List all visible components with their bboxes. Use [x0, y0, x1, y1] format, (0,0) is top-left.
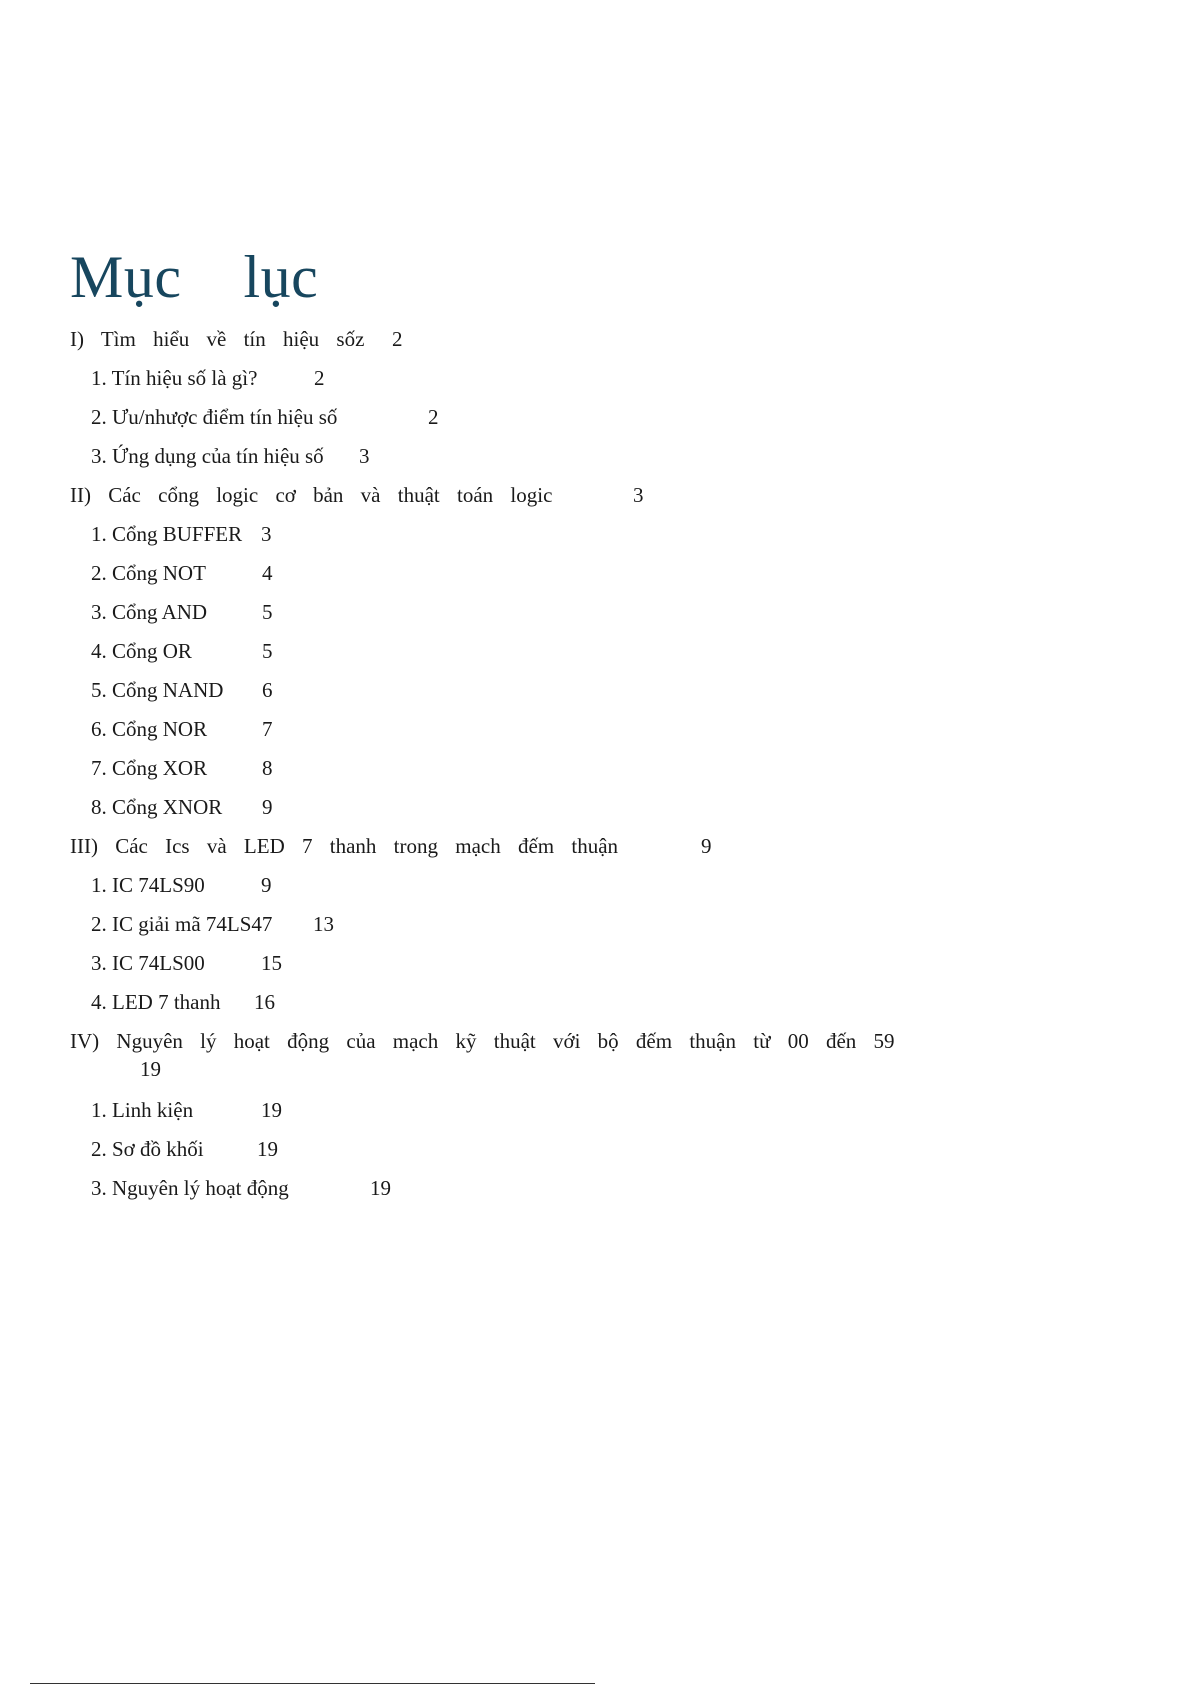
toc-entry-2-5[interactable] — [91, 677, 273, 703]
toc-entry-label: 2. Cổng NOT — [91, 561, 206, 585]
toc-entry-label: 5. Cổng NAND — [91, 678, 224, 702]
toc-entry-label: 8. Cổng XNOR — [91, 795, 223, 819]
toc-page-number: 4 — [262, 561, 273, 585]
toc-entry-label: 6. Cổng NOR — [91, 717, 208, 741]
toc-page-number: 13 — [313, 912, 334, 936]
toc-page-number: 9 — [701, 834, 712, 858]
toc-entry-label: 2. Ưu/nhược điểm tín hiệu số — [91, 405, 338, 429]
toc-page-number: 19 — [370, 1176, 391, 1200]
toc-entry-label: 1. Cổng BUFFER — [91, 522, 243, 546]
toc-page-number: 9 — [262, 795, 273, 819]
toc-section-3[interactable] — [70, 833, 712, 859]
toc-section-1[interactable] — [70, 326, 403, 352]
toc-page-number: 2 — [392, 327, 403, 351]
toc-section-2[interactable] — [70, 482, 644, 508]
toc-entry-3-1[interactable] — [91, 872, 272, 898]
toc-entry-label: 2. IC giải mã 74LS47 — [91, 912, 273, 936]
toc-page-number: 9 — [261, 873, 272, 897]
toc-page-number: 5 — [262, 600, 273, 624]
toc-entry-2-3[interactable] — [91, 599, 273, 625]
toc-entry-label: 1. IC 74LS90 — [91, 873, 205, 897]
toc-entry-label: 3. Ứng dụng của tín hiệu số — [91, 444, 324, 468]
toc-entry-3-3[interactable] — [91, 950, 282, 976]
toc-page-number: 2 — [314, 366, 325, 390]
toc-entry-label: 1. Tín hiệu số là gì? — [91, 366, 258, 390]
toc-page-number: 19 — [257, 1137, 278, 1161]
toc-entry-2-2[interactable] — [91, 560, 273, 586]
toc-entry-label: 1. Linh kiện — [91, 1098, 194, 1122]
toc-entry-2-7[interactable] — [91, 755, 273, 781]
toc-entry-1-2[interactable] — [91, 404, 439, 430]
toc-entry-1-3[interactable] — [91, 443, 370, 469]
toc-entry-label: 3. IC 74LS00 — [91, 951, 205, 975]
toc-entry-2-6[interactable] — [91, 716, 273, 742]
toc-page-number: 6 — [262, 678, 273, 702]
toc-entry-label: I) Tìm hiểu về tín hiệu sốz — [70, 327, 365, 351]
toc-entry-label: 4. Cổng OR — [91, 639, 192, 663]
toc-title: Mục lục — [70, 244, 319, 310]
toc-entry-label: 3. Nguyên lý hoạt động — [91, 1176, 289, 1200]
toc-page-number: 2 — [428, 405, 439, 429]
toc-entry-2-1[interactable] — [91, 521, 272, 547]
toc-page-number: 3 — [359, 444, 370, 468]
toc-page-number: 19 — [261, 1098, 282, 1122]
toc-entry-4-1[interactable] — [91, 1097, 282, 1123]
toc-entry-4-2[interactable] — [91, 1136, 278, 1162]
toc-entry-1-1[interactable] — [91, 365, 325, 391]
toc-entry-2-8[interactable] — [91, 794, 273, 820]
toc-page-number: 8 — [262, 756, 273, 780]
toc-entry-2-4[interactable] — [91, 638, 273, 664]
toc-entry-3-4[interactable] — [91, 989, 275, 1015]
toc-entry-label: 3. Cổng AND — [91, 600, 208, 624]
toc-page-number: 15 — [261, 951, 282, 975]
toc-page-number: 3 — [261, 522, 272, 546]
toc-entry-label: III) Các Ics và LED 7 thanh trong mạch đếm thuận — [70, 834, 619, 858]
toc-entry-label: 7. Cổng XOR — [91, 756, 208, 780]
toc-entry-4-3[interactable] — [91, 1175, 391, 1201]
toc-entry-3-2[interactable] — [91, 911, 334, 937]
toc-entry-label: IV) Nguyên lý hoạt động của mạch kỹ thuật với bộ đếm thuận từ 00 đến 59 — [70, 1029, 895, 1053]
toc-page-number: 3 — [633, 483, 644, 507]
toc-page-number: 19 — [140, 1057, 161, 1081]
toc-page-number: 16 — [254, 990, 275, 1014]
footer-divider — [30, 1683, 595, 1684]
toc-entry-label: 4. LED 7 thanh — [91, 990, 221, 1014]
toc-entry-label: II) Các cổng logic cơ bản và thuật toán logic — [70, 483, 553, 507]
toc-page-number: 5 — [262, 639, 273, 663]
toc-section-4[interactable] — [70, 1028, 895, 1054]
toc-page-number: 7 — [262, 717, 273, 741]
toc-entry-label: 2. Sơ đồ khối — [91, 1137, 204, 1161]
